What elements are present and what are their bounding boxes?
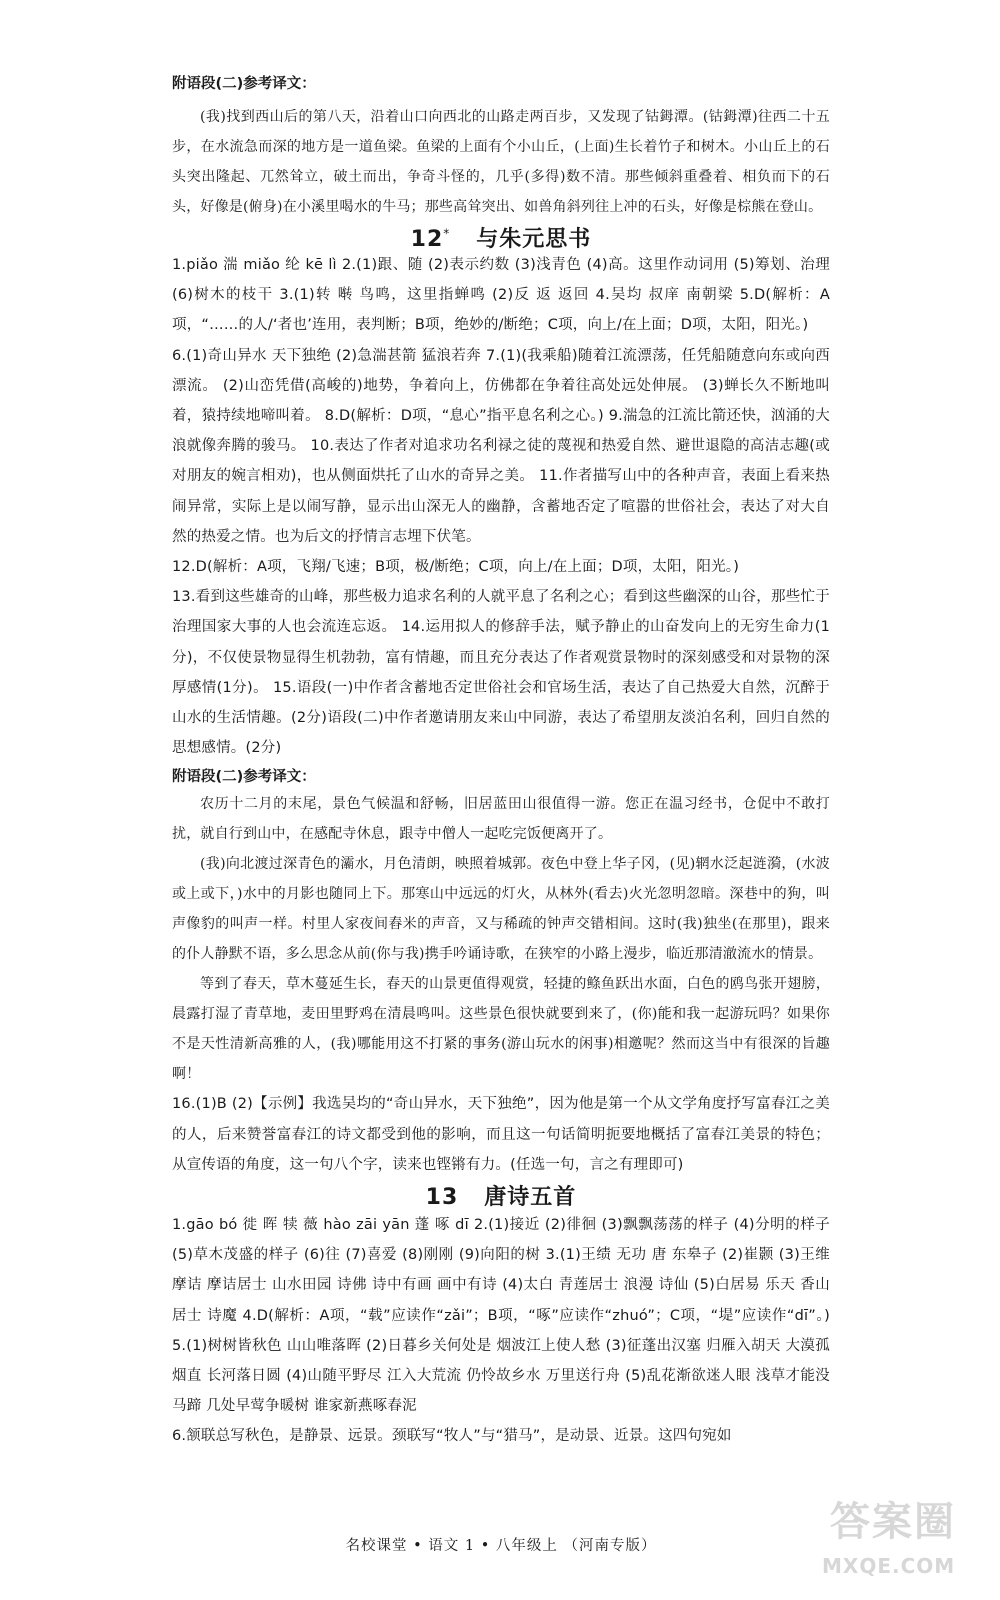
answer-paragraph: 13.看到这些雄奇的山峰，那些极力追求名利的人就平息了名利之心；看到这些幽深的山谷，那些忙于治理国家大事的人也会流连忘返。 14.运用拟人的修辞手法，赋予静止的山奋发向上的无穷生命力(1分)，不仅使景物显得生机勃勃，富有情趣，而且充分表达了作者观赏景物时的深刻感受和对景物的深厚感情(1分)。 15.语段(一)中作者含蓄地否定世俗社会和官场生活，表达了自己热爱大自然，沉醉于山水的生活情趣。(2分)语段(二)中作者邀请朋友来山中同游，表达了希望朋友淡泊名利，回归自然的思想感情。(2分) xyxy=(172,589,830,757)
watermark-text: 答案圈 xyxy=(830,1499,956,1545)
answer-paragraph: 16.(1)B (2)【示例】我选吴均的“奇山异水，天下独绝”，因为他是第一个从文学角度抒写富春江之美的人，后来赞誉富春江的诗文都受到他的影响，而且这一句话简明扼要地概括了富春江美景的特色；从宣传语的角度，这一句八个字，读来也铿锵有力。(任选一句，言之有理即可) xyxy=(172,1096,830,1173)
translation-heading: 附语段(二)参考译文： xyxy=(172,76,316,92)
page-footer: 名校课堂 • 语文 1 • 八年级上 （河南专版） xyxy=(345,1538,657,1554)
lesson-number: 12* xyxy=(410,226,451,252)
translation-paragraph: (我)找到西山后的第八天，沿着山口向西北的山路走两百步，又发现了钴鉧潭。(钴鉧潭)往西二十五步，在水流急而深的地方是一道鱼梁。鱼梁的上面有个小山丘，(上面)生长着竹子和树木。小山丘上的石头突出隆起、兀然耸立，破土而出，争奇斗怪的，几乎(多得)数不清。那些倾斜重叠着、相负而下的石头，好像是(俯身)在小溪里喝水的牛马；那些高耸突出、如兽角斜列往上冲的石头，好像是棕熊在登山。 xyxy=(172,109,830,215)
section-prev-translation xyxy=(172,72,830,222)
lesson-title-text: 唐诗五首 xyxy=(484,1185,577,1210)
answer-paragraph: 1.gāo bó 徙 晖 犊 薇 hào zāi yān 蓬 啄 dī 2.(1)接近 (2)徘徊 (3)飘飘荡荡的样子 (4)分明的样子 (5)草木茂盛的样子 (6)往 (7)喜爱 (8)刚刚 (9)向阳的树 3.(1)王绩 无功 唐 东皋子 (2)崔颢 (3)王维 摩诘 摩诘居士 山水田园 诗佛 诗中有画 画中有诗 (4)太白 青莲居士 浪漫 诗仙 (5)白居易 乐天 香山居士 诗魔 4.D(解析：A项，“载”应读作“zǎi”；B项，“啄”应读作“zhuó”；C项，“堤”应读作“dī”。) 5.(1)树树皆秋色 山山唯落晖 (2)日暮乡关何处是 烟波江上使人愁 (3)征蓬出汉塞 归雁入胡天 大漠孤烟直 长河落日圆 (4)山随平野尽 江入大荒流 仍怜故乡水 万里送行舟 (5)乱花渐欲迷人眼 浅草才能没马蹄 几处早莺争暖树 谁家新燕啄春泥 xyxy=(172,1217,830,1415)
translation-paragraph: 农历十二月的末尾，景色气候温和舒畅，旧居蓝田山很值得一游。您正在温习经书，仓促中不敢打扰，就自行到山中，在感配寺休息，跟寺中僧人一起吃完饭便离开了。 xyxy=(172,796,830,843)
translation-paragraph: 等到了春天，草木蔓延生长，春天的山景更值得观赏，轻捷的鲦鱼跃出水面，白色的鸥鸟张开翅膀，晨露打湿了青草地，麦田里野鸡在清晨鸣叫。这些景色很快就要到来了，(你)能和我一起游玩吗？如果你不是天性清新高雅的人，(我)哪能用这不打紧的事务(游山玩水的闲事)相邀呢？然而这当中有很深的旨趣啊！ xyxy=(172,976,830,1083)
answer-paragraph: 6.颔联总写秋色，是静景、远景。颈联写“牧人”与“猎马”，是动景、近景。这四句宛如 xyxy=(172,1428,732,1445)
answer-paragraph: 1.piǎo 湍 miǎo 纶 kē lì 2.(1)跟、随 (2)表示约数 (3)浅青色 (4)高。这里作动词用 (5)筹划、治理 (6)树木的枝干 3.(1)转 啭 鸟鸣，这里指蝉鸣 (2)反 返 返回 4.吴均 叔庠 南朝梁 5.D(解析：A项，“……的人/‘者也’连用，表判断；B项，绝妙的/断绝；C项，向上/在上面；D项，太阳，阳光。) xyxy=(172,257,830,334)
watermark-logo xyxy=(822,1490,982,1590)
translation-heading: 附语段(二)参考译文： xyxy=(172,769,316,786)
lesson-number: 13 xyxy=(425,1185,459,1210)
lesson-13-title xyxy=(172,1180,830,1211)
watermark-url: MXQE.COM xyxy=(822,1554,956,1578)
answer-paragraph: 12.D(解析：A项，飞翔/飞速；B项，极/断绝；C项，向上/在上面；D项，太阳，阳光。) xyxy=(172,559,740,576)
answer-paragraph: 6.(1)奇山异水 天下独绝 (2)急湍甚箭 猛浪若奔 7.(1)(我乘船)随着江流漂荡，任凭船随意向东或向西漂流。 (2)山峦凭借(高峻的)地势，争着向上，仿佛都在争着往高处远处伸展。 (3)蝉长久不断地叫着，猿持续地啼叫着。 8.D(解析：D项，“息心”指平息名利之心。) 9.湍急的江流比箭还快，汹涌的大浪就像奔腾的骏马。 10.表达了作者对追求功名利禄之徒的蔑视和热爱自然、避世退隐的高洁志趣(或对朋友的婉言相劝)，也从侧面烘托了山水的奇异之美。 11.作者描写山中的各种声音，表面上看来热闹异常，实际上是以闹写静，显示出山深无人的幽静，含蓄地否定了喧嚣的世俗社会，表达了对大自然的热爱之情。也为后文的抒情言志埋下伏笔。 xyxy=(172,347,830,545)
lesson-title-text: 与朱元思书 xyxy=(476,227,592,252)
translation-paragraph: (我)向北渡过深青色的灞水，月色清朗，映照着城郭。夜色中登上华子冈，(见)辋水泛起涟漪，(水波或上或下，)水中的月影也随同上下。那寒山中远远的灯火，从林外(看去)火光忽明忽暗。深巷中的狗，叫声像豹的叫声一样。村里人家夜间舂米的声音，又与稀疏的钟声交错相间。这时(我)独坐(在那里)，跟来的仆人静默不语，多么思念从前(你与我)携手吟诵诗歌，在狭窄的小路上漫步，临近那清澈流水的情景。 xyxy=(172,856,830,963)
lesson-13-answers xyxy=(172,1210,830,1452)
lesson-12-title xyxy=(172,222,830,253)
lesson-12-answers xyxy=(172,250,830,1180)
